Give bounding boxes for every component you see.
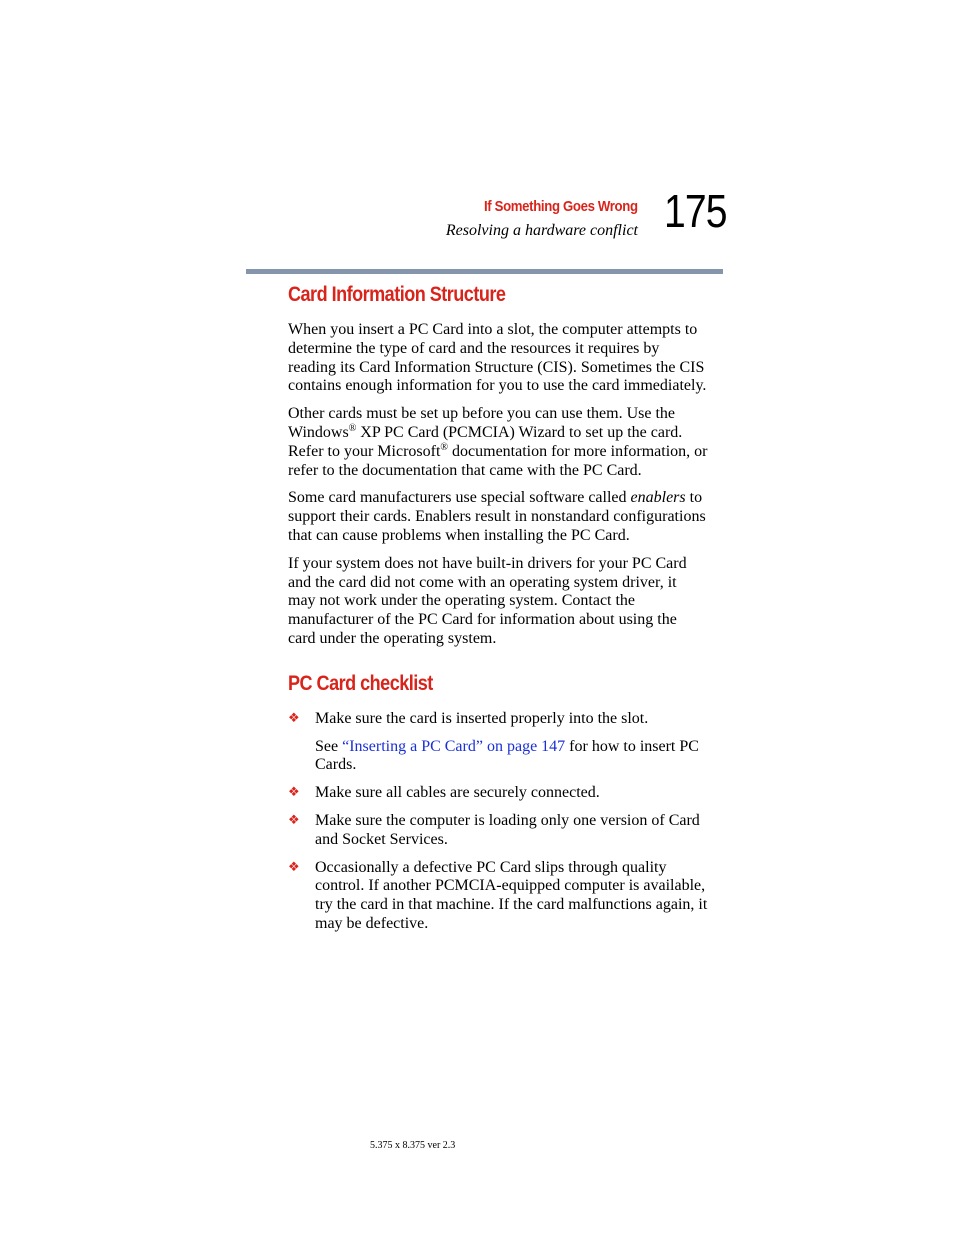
diamond-bullet-icon: ❖ [288,785,300,801]
paragraph-text: See [315,737,343,755]
list-item-text: Make sure the card is inserted properly into the slot. [315,709,649,727]
paragraph [288,555,708,649]
diamond-bullet-icon: ❖ [288,859,300,875]
paragraph [288,321,708,396]
page-body [288,280,708,943]
paragraph [288,405,708,480]
section-heading-card-information-structure: Card Information Structure [288,283,506,306]
cross-reference-paragraph [288,738,708,776]
paragraph-text: When you insert a PC Card into a slot, the computer attempts to determine the type of card and the resources it requires by reading its Card Information Structure (CIS). Sometimes the CIS contains enough information for you to use the card immediately. [288,321,707,395]
list-item-text: Occasionally a defective PC Card slips through quality control. If another PCMCIA-equipped computer is available, try the card in that machine. If the card malfunctions again, it may be defective. [315,858,708,932]
list-item [288,812,708,850]
running-header-chapter: If Something Goes Wrong [484,198,638,215]
paragraph [288,489,708,545]
paragraph-text: documentation for more information, or refer to the documentation that came with the PC Card. [288,442,708,479]
list-item-text: Make sure the computer is loading only one version of Card and Socket Services. [315,811,700,848]
checklist [288,710,708,729]
page-number: 175 [664,185,727,237]
page-footer: 5.375 x 8.375 ver 2.3 [370,1140,456,1151]
paragraph-text: to support their cards. Enablers result in nonstandard configurations that can cause problems when installing the PC Card. [288,489,706,544]
section-heading-pc-card-checklist: PC Card checklist [288,671,433,695]
list-item-text: Make sure all cables are securely connected. [315,784,600,802]
registered-mark: ® [440,441,449,453]
paragraph-text: Other cards must be set up before you can use them. Use the Windows [288,405,675,441]
diamond-bullet-icon: ❖ [288,812,300,828]
paragraph-text: Some card manufacturers use special software called [288,489,631,507]
list-item [288,710,708,729]
paragraph-text: XP PC Card (PCMCIA) Wizard to set up the card. Refer to your Microsoft [288,423,683,460]
paragraph-text: for how to insert PC Cards. [315,737,699,774]
paragraph-text: If your system does not have built-in drivers for your PC Card and the card did not come with an operating system driver, it may not work under the operating system. Contact the manufacturer of the PC Card for information about using the card under the operating system. [288,554,687,647]
checklist [288,784,708,934]
emphasis-enablers: enablers [630,489,686,507]
list-item [288,784,708,803]
cross-reference-link[interactable]: “Inserting a PC Card” on page 147 [342,737,566,755]
list-item [288,859,708,934]
diamond-bullet-icon: ❖ [288,710,300,726]
header-rule [246,269,723,274]
running-header-section: Resolving a hardware conflict [445,222,638,239]
registered-mark: ® [348,422,357,434]
